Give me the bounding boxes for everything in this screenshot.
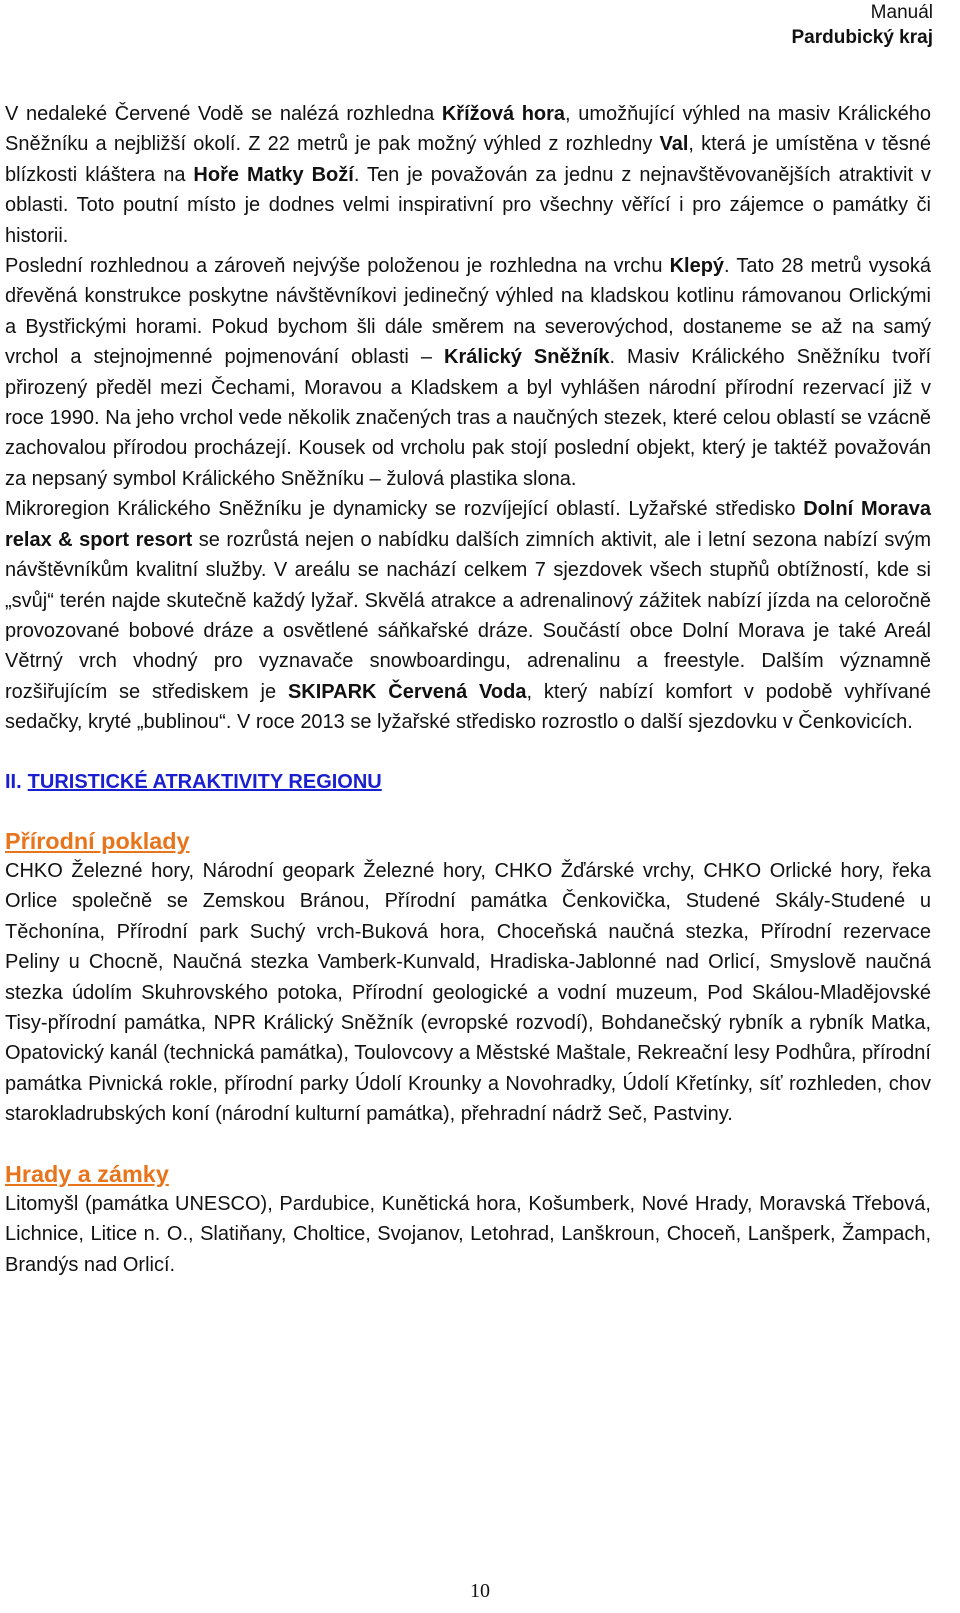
text-run: Mikroregion Králického Sněžníku je dynamicky se rozvíjející oblastí. Lyžařské středisko bbox=[5, 498, 804, 521]
section-heading bbox=[5, 767, 931, 797]
paragraph-ski-resorts bbox=[5, 494, 931, 737]
place-name: SKIPARK Červená Voda bbox=[287, 680, 527, 703]
text-run: V nedaleké Červené Vodě se nalézá rozhledna bbox=[5, 103, 442, 125]
section-title-link[interactable]: TURISTICKÉ ATRAKTIVITY REGIONU bbox=[27, 770, 382, 793]
header-title: Manuál bbox=[870, 2, 933, 23]
text-run: , umožňující výhled na masiv Králického Sněžníku a nejbližší okolí. Z 22 metrů je pak možný výhled z rozhledny bbox=[5, 103, 931, 156]
text-run: . Masiv Králického Sněžníku tvoří přirozený předěl mezi Čechami, Moravou a Kladskem a byl vyhlášen národní přírodní rezervací již v roce 1990. Na jeho vrchol vede několik značených tras a naučných stezek, které celou oblastí se vzácně zachovalou přírodou procházejí. Kousek od vrcholu pak stojí poslední objekt, který je taktéž považován za nepsaný symbol Králického Sněžníku – žulová plastika slona. bbox=[5, 346, 932, 490]
spacer bbox=[5, 1130, 931, 1159]
text-run: . Tato 28 metrů vysoká dřevěná konstrukce poskytne návštěvníkovi jedinečný výhled na kladskou kotlinu rámovanou Orlickými a Bystřickými horami. Pokud bychom šli dále směrem na severovýchod, dostaneme se až na samý vrchol a stejnojmenné pojmenování oblasti – bbox=[5, 255, 931, 369]
place-name: Křížová hora bbox=[441, 103, 566, 125]
text-run: , která je umístěna v těsné blízkosti kláštera na bbox=[5, 133, 931, 186]
document-body bbox=[5, 99, 931, 1280]
text-run: se rozrůstá nejen o nabídku dalších zimních aktivit, ale i letní sezona nabízí svým návštěvníkům kvalitní služby. V areálu se nachází celkem 7 sjezdovek všech stupňů obtížností, kde si „svůj“ terén najde skutečně každý lyžař. Skvělá atrakce a adrenalinový zážitek nabízí jízda na celoročně provozované bobové dráze a osvětlené sáňkařské dráze. Součástí obce Dolní Morava je také Areál Větrný vrch vhodný pro vyznavače snowboardingu, adrenalinu a freestyle. Dalším významně rozšiřujícím se střediskem je bbox=[5, 528, 931, 703]
paragraph-klepy bbox=[5, 251, 931, 494]
natural-treasures-heading: Přírodní poklady bbox=[5, 827, 190, 854]
place-name: Králický Sněžník bbox=[444, 346, 610, 369]
section-number: II. bbox=[5, 770, 22, 793]
paragraph-viewpoints bbox=[5, 99, 931, 251]
place-name: Hoře Matky Boží bbox=[193, 163, 354, 186]
text-run: , který nabízí komfort v podobě vyhřívané sedačky, kryté „bublinou“. V roce 2013 se lyžařské středisko rozrostlo o další sjezdovku v Čenkovicích. bbox=[5, 680, 931, 734]
place-name: Dolní Morava relax & sport resort bbox=[5, 498, 931, 551]
castles-text: Litomyšl (památka UNESCO), Pardubice, Kunětická hora, Košumberk, Nové Hrady, Moravská Třebová, Lichnice, Litice n. O., Slatiňany, Choltice, Svojanov, Letohrad, Lanškroun, Choceň, Lanšperk, Žampach, Brandýs nad Orlicí. bbox=[5, 1193, 931, 1276]
place-name: Klepý bbox=[669, 255, 725, 278]
spacer bbox=[5, 797, 931, 826]
spacer bbox=[5, 738, 931, 767]
page-header bbox=[791, 0, 933, 50]
place-name: Val bbox=[659, 133, 689, 156]
header-subtitle: Pardubický kraj bbox=[791, 27, 933, 48]
text-run: Poslední rozhlednou a zároveň nejvýše položenou je rozhledna na vrchu bbox=[5, 255, 670, 278]
text-run: . Ten je považován za jednu z nejnavštěvovanějších atraktivit v oblasti. Toto poutní místo je dodnes velmi inspirativní pro všechny věřící i pro zájemce o památky či historii. bbox=[5, 163, 931, 247]
natural-treasures-text: CHKO Železné hory, Národní geopark Železné hory, CHKO Žďárské vrchy, CHKO Orlické hory, řeka Orlice společně se Zemskou Bránou, Přírodní památka Čenkovička, Studené Skály-Studené u Těchonína, Přírodní park Suchý vrch-Buková hora, Choceňská naučná stezka, Přírodní rezervace Peliny u Chocně, Naučná stezka Vamberk-Kunvald, Hradiska-Jablonné nad Orlicí, Smyslově naučná stezka údolím Skuhrovského potoka, Přírodní geologické a vodní muzeum, Pod Skálou-Mladějovské Tisy-přírodní památka, NPR Králický Sněžník (evropské rozvodí), Bohdanečský rybník a rybník Matka, Opatovický kanál (technická památka), Toulovcovy a Městské Maštale, Rekreační lesy Podhůra, přírodní památka Pivnická rokle, přírodní parky Údolí Krounky a Novohradky, Údolí Křetínky, síť rozhleden, chov starokladrubských koní (národní kulturní památka), přehradní nádrž Seč, Pastviny. bbox=[5, 859, 931, 1126]
castles-heading: Hrady a zámky bbox=[5, 1160, 169, 1187]
page-number: 10 bbox=[470, 1580, 490, 1602]
